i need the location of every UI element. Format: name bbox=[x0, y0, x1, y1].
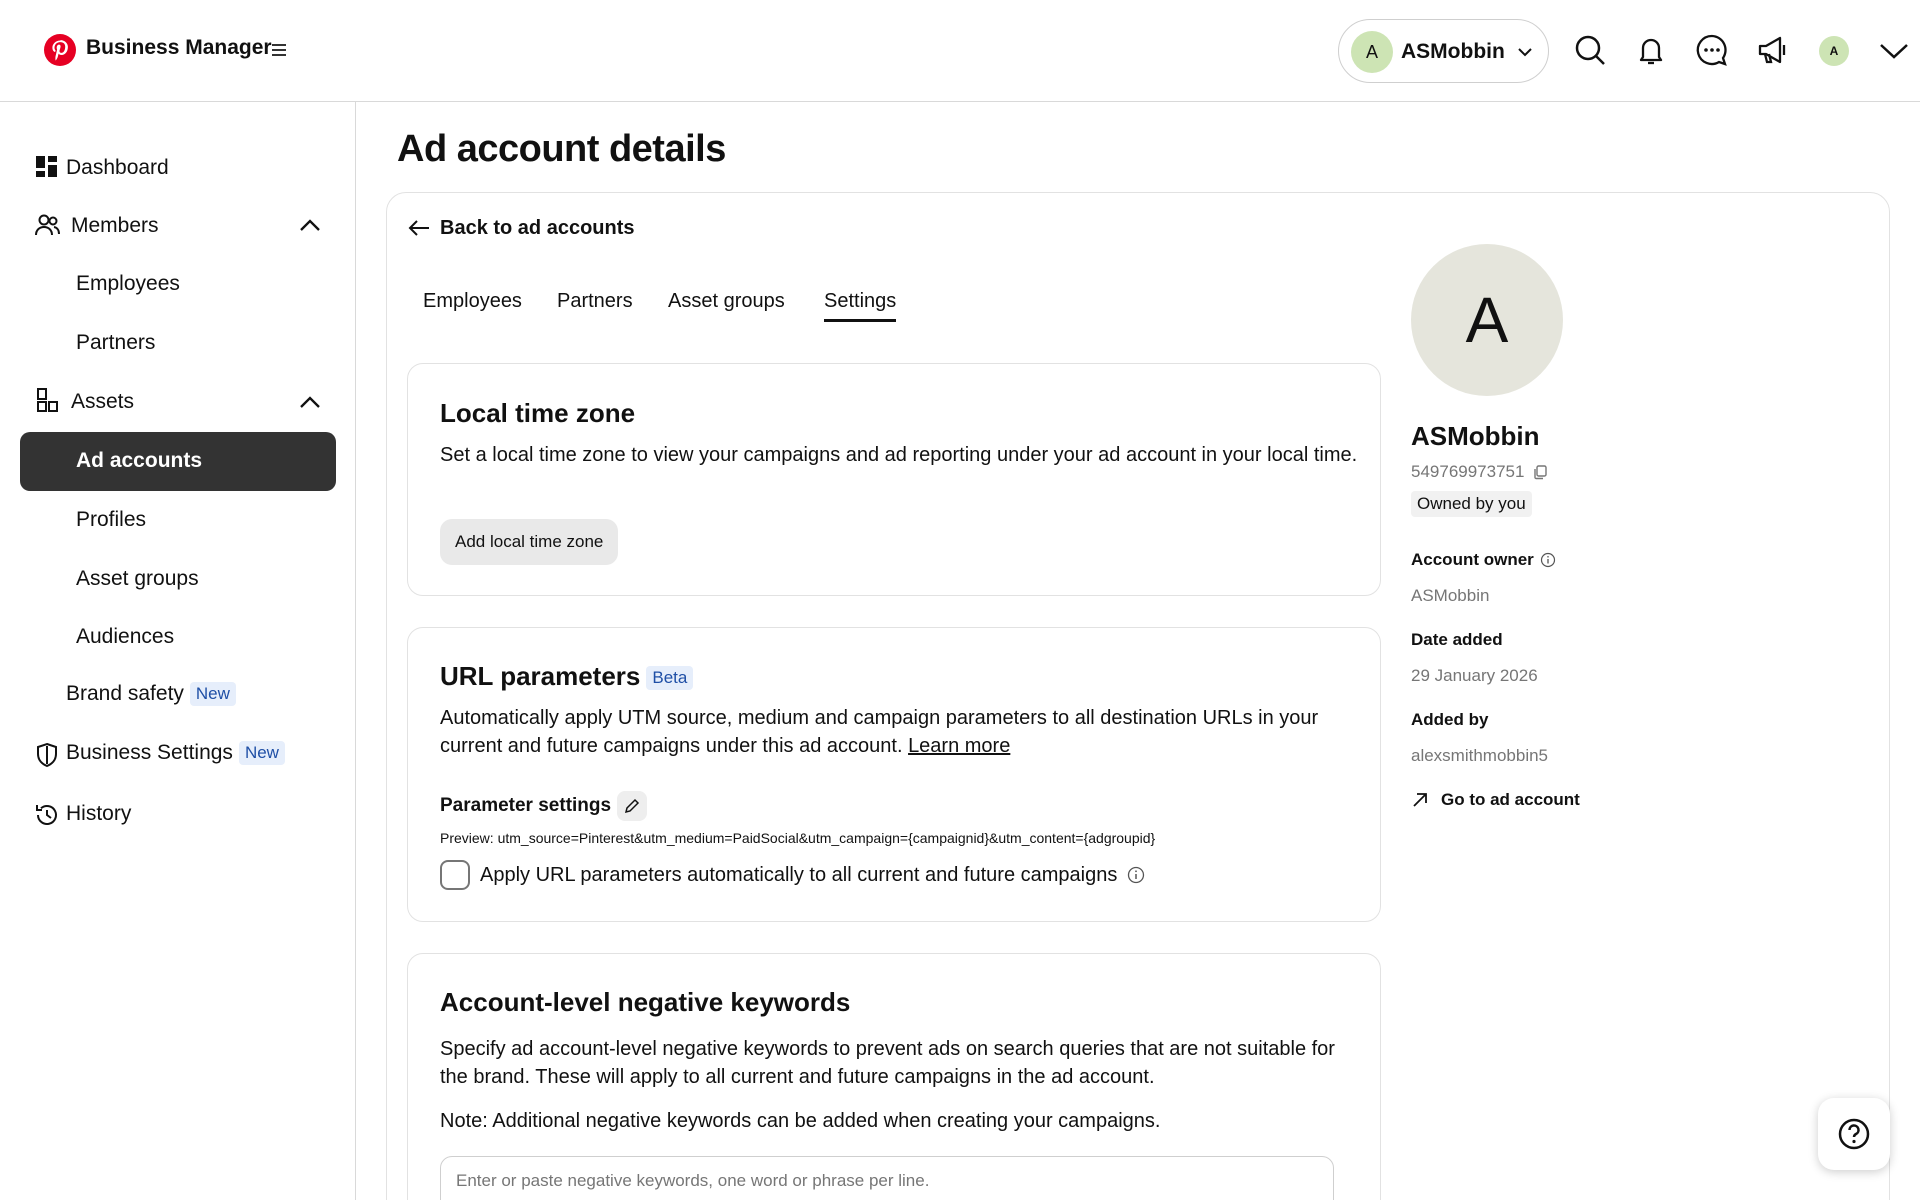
url-parameters-section bbox=[407, 627, 1381, 922]
url-preview: Preview: utm_source=Pinterest&utm_medium=PaidSocial&utm_campaign={campaignid}&utm_content={adgroupid} bbox=[440, 830, 1156, 846]
account-id bbox=[1411, 462, 1548, 482]
local-time-zone-section bbox=[407, 363, 1381, 596]
chat-icon[interactable] bbox=[1695, 33, 1729, 67]
info-icon[interactable] bbox=[1540, 552, 1556, 568]
tab-settings[interactable]: Settings bbox=[824, 290, 896, 322]
tab-employees[interactable]: Employees bbox=[423, 290, 522, 312]
account-avatar: A bbox=[1351, 31, 1393, 73]
sidebar-item-audiences[interactable]: Audiences bbox=[76, 625, 175, 648]
sidebar-item-profiles[interactable]: Profiles bbox=[76, 508, 147, 531]
apply-url-params-row bbox=[440, 860, 1145, 890]
sidebar-item-ad-accounts[interactable] bbox=[20, 432, 336, 491]
date-added-value: 29 January 2026 bbox=[1411, 666, 1538, 685]
members-icon bbox=[34, 212, 60, 238]
sidebar-item-label: Brand safety bbox=[66, 682, 184, 705]
sidebar-item-brand-safety[interactable] bbox=[66, 682, 236, 706]
sidebar-item-assets[interactable]: Assets bbox=[71, 390, 135, 413]
account-owner-label bbox=[1411, 550, 1556, 570]
back-to-ad-accounts-link[interactable] bbox=[408, 216, 635, 240]
checkbox-label[interactable]: Apply URL parameters automatically to all current and future campaigns bbox=[480, 863, 1118, 886]
sidebar-item-dashboard[interactable]: Dashboard bbox=[66, 156, 169, 179]
menu-icon[interactable] bbox=[270, 40, 288, 60]
label-text: Account owner bbox=[1411, 550, 1534, 569]
sidebar-item-label: Business Settings bbox=[66, 741, 233, 764]
pencil-icon bbox=[624, 798, 640, 814]
megaphone-icon[interactable] bbox=[1756, 33, 1790, 67]
arrow-up-right-icon bbox=[1411, 791, 1429, 809]
description-text: Automatically apply UTM source, medium and campaign parameters to all destination URLs in your current and future campaigns under this ad account. bbox=[440, 707, 1319, 757]
chevron-up-icon[interactable] bbox=[299, 395, 321, 409]
back-link-label: Back to ad accounts bbox=[440, 216, 635, 239]
info-icon[interactable] bbox=[1127, 866, 1145, 884]
edit-parameters-button[interactable] bbox=[617, 791, 647, 821]
top-header bbox=[0, 0, 1920, 102]
bell-icon[interactable] bbox=[1634, 33, 1668, 67]
sidebar-item-employees[interactable]: Employees bbox=[76, 272, 180, 295]
parameter-settings bbox=[440, 791, 647, 821]
sidebar-item-asset-groups[interactable]: Asset groups bbox=[76, 567, 199, 590]
account-name: ASMobbin bbox=[1411, 421, 1540, 451]
section-title bbox=[440, 661, 693, 692]
arrow-left-icon bbox=[408, 219, 430, 237]
added-by-label: Added by bbox=[1411, 710, 1489, 729]
user-avatar[interactable]: A bbox=[1819, 36, 1849, 66]
pinterest-logo-icon[interactable] bbox=[44, 34, 76, 66]
sidebar-item-members[interactable]: Members bbox=[71, 214, 159, 237]
added-by-value: alexsmithmobbin5 bbox=[1411, 746, 1549, 765]
account-switcher-button[interactable] bbox=[1338, 19, 1549, 83]
new-badge: New bbox=[190, 682, 236, 706]
add-local-time-zone-button[interactable]: Add local time zone bbox=[440, 519, 618, 565]
sidebar-item-history[interactable]: History bbox=[66, 802, 132, 825]
date-added-label: Date added bbox=[1411, 630, 1503, 649]
section-description bbox=[440, 704, 1360, 760]
account-id-value: 549769973751 bbox=[1411, 462, 1525, 481]
history-icon bbox=[34, 802, 60, 828]
account-name: ASMobbin bbox=[1401, 40, 1505, 63]
section-title: Account-level negative keywords bbox=[440, 987, 851, 1017]
sidebar-item-business-settings[interactable] bbox=[66, 741, 285, 765]
copy-icon[interactable] bbox=[1532, 464, 1548, 480]
section-description: Specify ad account-level negative keywords to prevent ads on search queries that are not suitable for the brand. These will apply to all current and future campaigns in the ad account. bbox=[440, 1038, 1335, 1088]
tab-partners[interactable]: Partners bbox=[557, 290, 633, 312]
go-to-label: Go to ad account bbox=[1441, 790, 1580, 809]
ownership-badge: Owned by you bbox=[1411, 491, 1532, 517]
page-title: Ad account details bbox=[397, 128, 726, 170]
new-badge: New bbox=[239, 741, 285, 765]
brand-title[interactable]: Business Manager bbox=[86, 36, 272, 59]
go-to-ad-account-link[interactable] bbox=[1411, 790, 1580, 810]
negative-keywords-section bbox=[407, 953, 1381, 1200]
sidebar bbox=[0, 102, 356, 1200]
beta-badge: Beta bbox=[646, 666, 693, 690]
shield-icon bbox=[34, 742, 60, 768]
sidebar-item-label: Ad accounts bbox=[76, 449, 203, 472]
section-title-text: URL parameters bbox=[440, 661, 641, 691]
learn-more-link[interactable]: Learn more bbox=[908, 735, 1011, 757]
parameter-settings-label: Parameter settings bbox=[440, 795, 612, 816]
section-note: Note: Additional negative keywords can be added when creating your campaigns. bbox=[440, 1110, 1161, 1132]
help-icon bbox=[1837, 1117, 1871, 1151]
assets-icon bbox=[35, 387, 61, 413]
help-button[interactable] bbox=[1818, 1098, 1890, 1170]
apply-url-params-checkbox[interactable] bbox=[440, 860, 470, 890]
account-owner-value: ASMobbin bbox=[1411, 586, 1490, 605]
chevron-up-icon[interactable] bbox=[299, 218, 321, 232]
negative-keywords-input[interactable]: Enter or paste negative keywords, one word or phrase per line. bbox=[440, 1156, 1334, 1200]
tab-asset-groups[interactable]: Asset groups bbox=[668, 290, 785, 312]
chevron-down-icon[interactable] bbox=[1878, 40, 1910, 62]
search-icon[interactable] bbox=[1573, 33, 1607, 67]
section-description: Set a local time zone to view your campaigns and ad reporting under your ad account in your local time. bbox=[440, 444, 1358, 466]
section-title: Local time zone bbox=[440, 398, 636, 428]
dashboard-icon bbox=[34, 154, 60, 180]
account-avatar: A bbox=[1411, 244, 1563, 396]
chevron-down-icon bbox=[1517, 46, 1533, 58]
sidebar-item-partners[interactable]: Partners bbox=[76, 331, 156, 354]
